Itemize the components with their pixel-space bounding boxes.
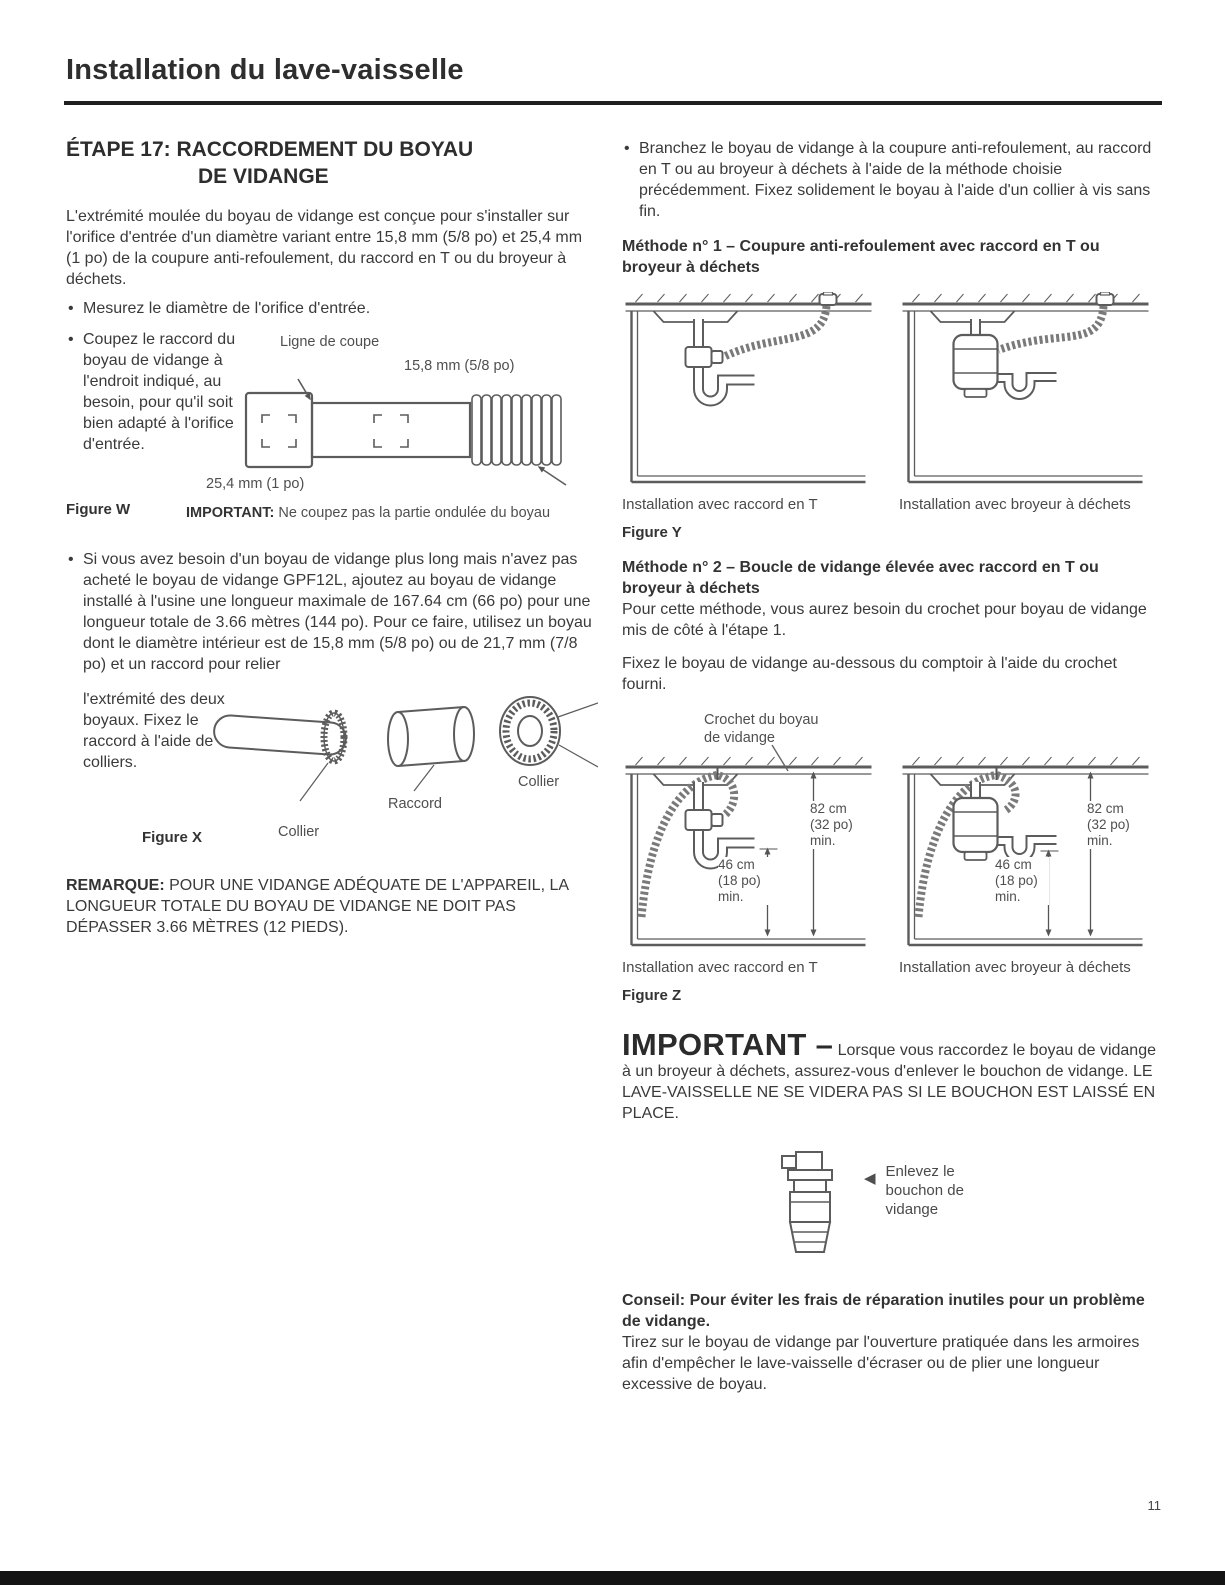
method2-heading: Méthode n° 2 – Boucle de vidange élevée avec raccord en T ou broyeur à déchets [622,559,1099,597]
figure-y [622,292,1162,514]
method2-text2: Fixez le boyau de vidange au-dessous du comptoir à l'aide du crochet fourni. [622,655,1117,693]
bullet-longer-hose: • Si vous avez besoin d'un boyau de vidange plus long mais n'avez pas acheté le boyau de vidange GPF12L, ajoutez au boyau de vidange installé à l'usine une longueur maximale de 167.64 cm (66 po) pour une longueur totale de 3.66 mètres (144 po). Pour ce faire, utilisez un boyau dont le diamètre intérieur est de 15,8 mm (5/8 po) ou de 21,7 mm (7/8 po) et un raccord pour relier [66,549,598,675]
figure-y-disposer [899,292,1154,514]
left-arrow-icon: ◀ [864,1170,876,1187]
figure-z-dim-46: 46 cm (18 po) min. [995,857,1049,905]
left-column [66,136,598,938]
remarque-note: REMARQUE: POUR UNE VIDANGE ADÉQUATE DE L'APPAREIL, LA LONGUEUR TOTALE DU BOYAU DE VIDANGE NE DOIT PAS DÉPASSER 3.66 MÈTRES (12 PIEDS). [66,877,569,936]
figure-x-coupling-label: Raccord [388,796,442,812]
bullet-longer-hose-continued: l'extrémité des deux boyaux. Fixez le raccord à l'aide de colliers. [83,691,225,771]
figure-w-dim-large: 25,4 mm (1 po) [206,476,305,492]
figure-w-cut-line-label: Ligne de coupe [280,334,380,350]
page-title: Installation du lave-vaisselle [66,54,464,86]
conseil-text: Tirez sur le boyau de vidange par l'ouverture pratiquée dans les armoires afin d'empêcher le lave-vaisselle d'écraser ou de plier une longueur excessive de boyau. [622,1334,1140,1393]
figure-y-caption-disposer: Installation avec broyeur à déchets [899,496,1131,513]
title-rule [64,101,1162,105]
figure-x-label: Figure X [142,829,203,846]
figure-y-label: Figure Y [622,524,682,541]
figure-y-tee-diagram [622,292,877,488]
page-number: 11 [1147,1498,1161,1513]
step-heading-line1: ÉTAPE 17: RACCORDEMENT DU BOYAU [66,138,474,161]
bullet-measure: • Mesurez le diamètre de l'orifice d'entrée. [66,298,598,319]
bottom-bar [0,1571,1225,1585]
bullet-cut-hose: • Coupez le raccord du boyau de vidange à l'endroit indiqué, au besoin, pour qu'il soit bien adapté à l'orifice d'entrée. [66,329,248,455]
figure-z-tee [622,755,877,977]
figure-y-caption-tee: Installation avec raccord en T [622,496,818,513]
figure-x-collar-right-label: Collier [518,774,560,790]
intro-paragraph: L'extrémité moulée du boyau de vidange est conçue pour s'installer sur l'orifice d'entrée d'un diamètre variant entre 15,8 mm (5/8 po) et 25,4 mm (1 po) de la coupure anti-refoulement, du raccord en T ou du broyeur à déchets. [66,208,583,288]
figure-z-label: Figure Z [622,987,682,1004]
drain-plug-diagram [774,1150,854,1262]
bullet-connect: • Branchez le boyau de vidange à la coupure anti-refoulement, au raccord en T ou au broyeur à déchets à l'aide de la méthode choisie précédemment. Fixez solidement le boyau à l'aide d'un collier à vis sans fin. [622,138,1162,222]
figure-z-disposer-diagram [899,755,1154,951]
important-heading: IMPORTANT – [622,1027,834,1062]
figure-z-dim-46: 46 cm (18 po) min. [718,857,772,905]
step-heading [66,136,598,190]
figure-w-important-note: IMPORTANT: Ne coupez pas la partie ondulée du boyau [186,505,551,521]
figure-y-disposer-diagram [899,292,1154,488]
figure-z-caption-disposer: Installation avec broyeur à déchets [899,959,1131,976]
figure-w-dim-small: 15,8 mm (5/8 po) [404,358,515,374]
figure-z-dim-82: 82 cm (32 po) min. [810,801,864,849]
figure-z-disposer [899,755,1154,977]
figure-x-drawing [212,673,598,840]
important-paragraph: IMPORTANT – Lorsque vous raccordez le boyau de vidange à un broyeur à déchets, assurez-vous d'enlever le bouchon de vidange. LE LAVE-VAISSELLE NE SE VIDERA PAS SI LE BOUCHON EST LAISSÉ EN PLACE. [622,1027,1156,1122]
figure-w-hose-diagram [242,377,572,487]
hook-leader-line [768,743,794,773]
figure-w-label: Figure W [66,501,131,518]
drain-plug-label: Enlevez le bouchon de vidange [885,1163,964,1218]
hook-label-row [622,711,1162,753]
step-heading-line2: DE VIDANGE [198,165,329,188]
figure-y-tee [622,292,877,514]
figure-z-caption-tee: Installation avec raccord en T [622,959,818,976]
method1-heading: Méthode n° 1 – Coupure anti-refoulement avec raccord en T ou broyeur à déchets [622,238,1100,276]
conseil-heading: Conseil: Pour éviter les frais de réparation inutiles pour un problème de vidange. [622,1292,1145,1330]
figure-z [622,755,1162,977]
figure-w [66,329,598,535]
method2-text1: Pour cette méthode, vous aurez besoin du crochet pour boyau de vidange mis de côté à l'étape 1. [622,601,1147,639]
figure-z-tee-diagram [622,755,877,951]
hook-label: Crochet du boyau de vidange [704,712,819,746]
drain-plug-figure [774,1150,1162,1262]
figure-x [66,687,598,855]
right-column [622,138,1162,1395]
figure-x-collar-left-label: Collier [278,824,320,840]
figure-z-dim-82: 82 cm (32 po) min. [1087,801,1141,849]
